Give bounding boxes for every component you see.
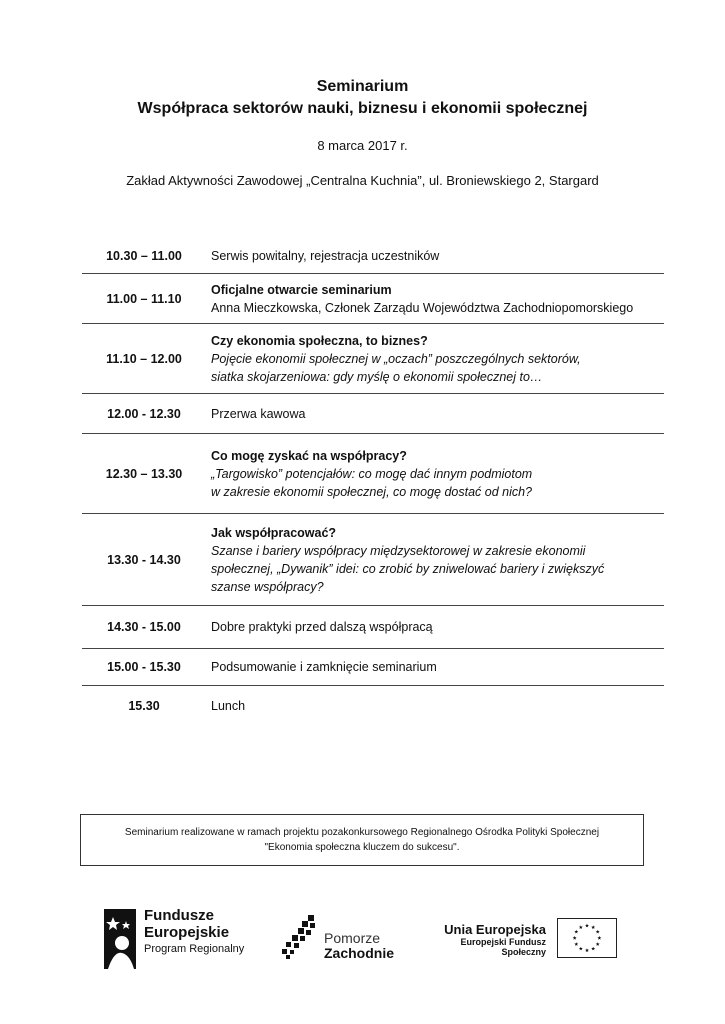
agenda-row bbox=[82, 394, 664, 434]
agenda-row bbox=[82, 649, 664, 686]
ue-logo-line1: Unia Europejska bbox=[444, 922, 546, 937]
document-subtitle: Współpraca sektorów nauki, biznesu i ekonomii społecznej bbox=[137, 100, 588, 117]
agenda-line: Dobre praktyki przed dalszą współpracą bbox=[211, 620, 433, 634]
agenda-time: 10.30 – 11.00 bbox=[106, 248, 182, 263]
eu-star bbox=[596, 942, 600, 946]
fe-logo-line2: Europejskie bbox=[144, 924, 230, 941]
eu-star bbox=[579, 947, 583, 951]
agenda-line: Serwis powitalny, rejestracja uczestników bbox=[211, 248, 440, 263]
agenda-line: Szanse i bariery współpracy międzysektorowej w zakresie ekonomii bbox=[211, 543, 586, 558]
project-note-line2: "Ekonomia społeczna kluczem do sukcesu". bbox=[264, 842, 460, 853]
agenda-row bbox=[82, 238, 664, 274]
agenda-line: Pojęcie ekonomii społecznej w „oczach” poszczególnych sektorów, bbox=[211, 351, 581, 366]
event-date: 8 marca 2017 r. bbox=[317, 138, 408, 153]
eu-star bbox=[585, 948, 589, 952]
agenda-line: społecznej, „Dywanik” idei: co zrobić by zniwelować bariery i zwiększyć bbox=[211, 561, 605, 576]
eu-star bbox=[591, 925, 595, 929]
agenda-time: 14.30 - 15.00 bbox=[107, 620, 181, 634]
agenda-line: Anna Mieczkowska, Członek Zarządu Województwa Zachodniopomorskiego bbox=[211, 300, 634, 315]
agenda-content bbox=[211, 697, 664, 715]
fe-logo-line1: Fundusze bbox=[144, 907, 214, 924]
agenda-content bbox=[211, 658, 664, 676]
pomorze-zachodnie-logo bbox=[280, 913, 395, 963]
agenda-table bbox=[82, 238, 664, 726]
agenda-content bbox=[211, 332, 664, 386]
agenda-line: Podsumowanie i zamknięcie seminarium bbox=[211, 660, 437, 674]
agenda-time: 12.00 - 12.30 bbox=[107, 406, 181, 421]
project-note bbox=[80, 814, 644, 866]
fundusze-europejskie-star-icon bbox=[104, 909, 136, 969]
eu-star bbox=[574, 942, 578, 946]
agenda-row bbox=[82, 606, 664, 649]
agenda-row bbox=[82, 686, 664, 726]
unia-europejska-logo bbox=[420, 918, 620, 962]
eu-star bbox=[591, 947, 595, 951]
agenda-line: siatka skojarzeniowa: gdy myślę o ekonomii społecznej to… bbox=[211, 369, 543, 384]
agenda-line: w zakresie ekonomii społecznej, co mogę dostać od nich? bbox=[211, 484, 533, 499]
agenda-time: 15.00 - 15.30 bbox=[107, 660, 181, 674]
agenda-line: „Targowisko” potencjałów: co mogę dać innym podmiotom bbox=[211, 466, 533, 481]
agenda-row bbox=[82, 324, 664, 394]
fe-logo-line3: Program Regionalny bbox=[144, 943, 245, 955]
agenda-session-title: Oficjalne otwarcie seminarium bbox=[211, 282, 392, 297]
agenda-content bbox=[211, 447, 664, 501]
agenda-session-title: Jak współpracować? bbox=[211, 525, 337, 540]
eu-star bbox=[596, 930, 600, 934]
pz-logo-line2: Zachodnie bbox=[324, 945, 395, 961]
agenda-row bbox=[82, 514, 664, 606]
ue-logo-line2: Europejski Fundusz Społeczny bbox=[460, 937, 546, 957]
agenda-line: Lunch bbox=[211, 699, 246, 713]
eu-star bbox=[579, 925, 583, 929]
project-note-line1: Seminarium realizowane w ramach projektu pozakonkursowego Regionalnego Ośrodka Polityki Społecznej bbox=[124, 827, 600, 838]
agenda-row bbox=[82, 274, 664, 324]
agenda-time: 13.30 - 14.30 bbox=[107, 552, 181, 567]
pomorze-zachodnie-mosaic-icon bbox=[280, 913, 322, 961]
agenda-time: 11.00 – 11.10 bbox=[106, 291, 182, 306]
agenda-row bbox=[82, 434, 664, 514]
agenda-time: 12.30 – 13.30 bbox=[105, 466, 183, 481]
agenda-session-title: Czy ekonomia społeczna, to biznes? bbox=[211, 333, 428, 348]
document-title: Seminarium bbox=[316, 78, 409, 95]
agenda-time: 15.30 bbox=[128, 699, 160, 713]
fundusze-europejskie-logo bbox=[104, 907, 254, 969]
eu-star bbox=[585, 924, 589, 928]
eu-star bbox=[574, 930, 578, 934]
agenda-line: szanse współpracy? bbox=[211, 579, 324, 594]
agenda-time: 11.10 – 12.00 bbox=[106, 351, 182, 366]
agenda-session-title: Co mogę zyskać na współpracy? bbox=[211, 448, 407, 463]
agenda-content bbox=[211, 281, 664, 317]
pz-logo-line1: Pomorze bbox=[324, 930, 381, 946]
agenda-content bbox=[211, 247, 664, 265]
event-venue: Zakład Aktywności Zawodowej „Centralna Kuchnia”, ul. Broniewskiego 2, Stargard bbox=[126, 173, 599, 188]
agenda-content bbox=[211, 524, 664, 596]
agenda-content bbox=[211, 618, 664, 636]
agenda-line: Przerwa kawowa bbox=[211, 406, 306, 421]
eu-star bbox=[573, 936, 577, 940]
eu-star bbox=[597, 936, 601, 940]
eu-flag-icon bbox=[557, 918, 617, 958]
agenda-content bbox=[211, 405, 664, 423]
